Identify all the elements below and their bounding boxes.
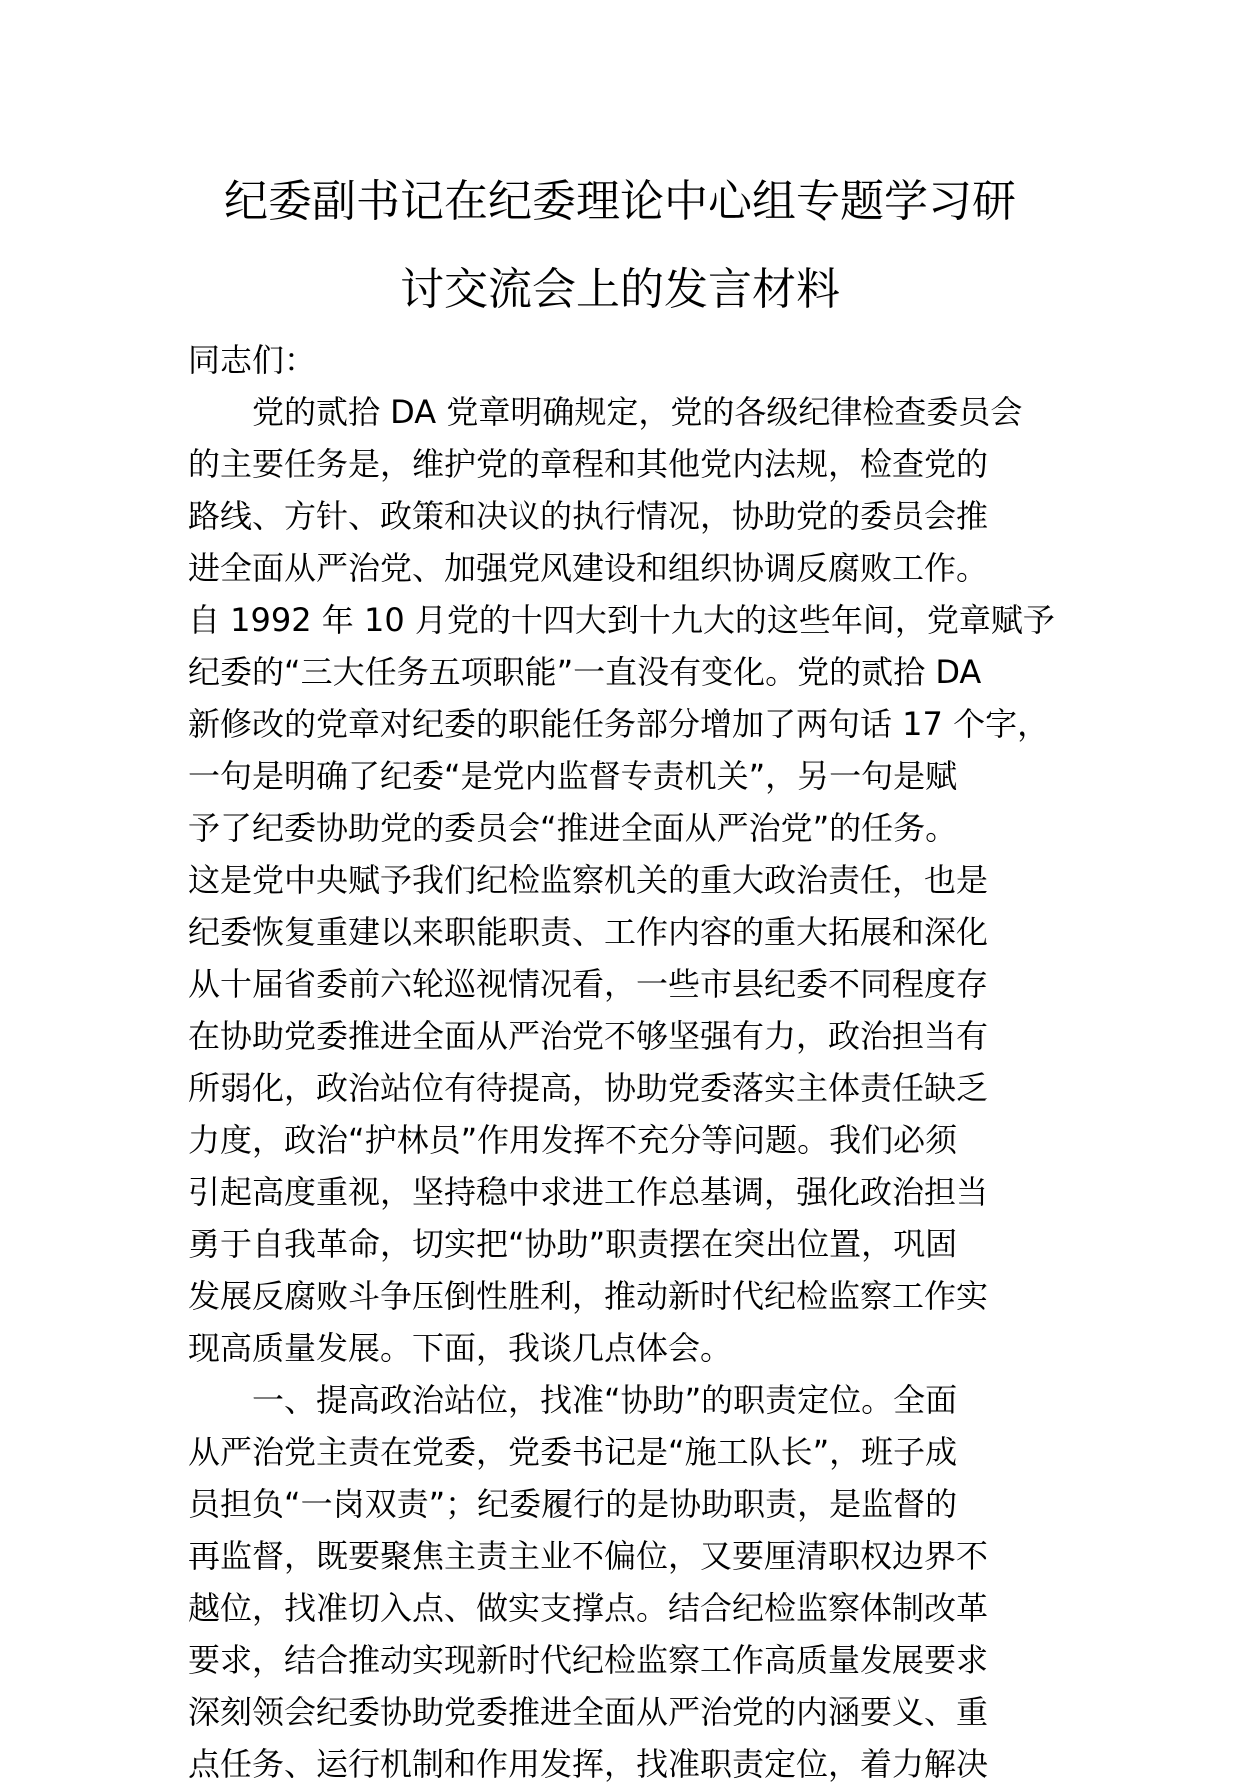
paragraph-line: 新修改的党章对纪委的职能任务部分增加了两句话 17 个字，	[188, 705, 1050, 743]
paragraph-line: 从严治党主责在党委，党委书记是“施工队长”，班子成	[188, 1433, 958, 1471]
paragraph-line: 点任务、运行机制和作用发挥，找准职责定位，着力解决	[188, 1745, 989, 1783]
paragraph-line: 引起高度重视，坚持稳中求进工作总基调，强化政治担当	[188, 1173, 989, 1211]
paragraph-line: 再监督，既要聚焦主责主业不偏位，又要厘清职权边界不	[188, 1537, 989, 1575]
paragraph-line: 自 1992 年 10 月党的十四大到十九大的这些年间，党章赋予	[188, 601, 1055, 639]
paragraph-line: 进全面从严治党、加强党风建设和组织协调反腐败工作。	[188, 549, 989, 587]
paragraph-line: 一句是明确了纪委“是党内监督专责机关”，另一句是赋	[188, 757, 958, 795]
document-title-line-1: 纪委副书记在纪委理论中心组专题学习研	[224, 176, 1016, 227]
paragraph-line: 党的贰拾 DA 党章明确规定，党的各级纪律检查委员会	[252, 393, 1023, 431]
paragraph-line: 的主要任务是，维护党的章程和其他党内法规，检查党的	[188, 445, 989, 483]
section-heading-line: 一、提高政治站位，找准“协助”的职责定位。全面	[252, 1381, 958, 1419]
paragraph-line: 予了纪委协助党的委员会“推进全面从严治党”的任务。	[188, 809, 958, 847]
paragraph-line: 现高质量发展。下面，我谈几点体会。	[188, 1329, 733, 1367]
paragraph-line: 从十届省委前六轮巡视情况看，一些市县纪委不同程度存	[188, 965, 989, 1003]
paragraph-line: 深刻领会纪委协助党委推进全面从严治党的内涵要义、重	[188, 1693, 989, 1731]
paragraph-line: 勇于自我革命，切实把“协助”职责摆在突出位置，巩固	[188, 1225, 958, 1263]
paragraph-line: 要求，结合推动实现新时代纪检监察工作高质量发展要求	[188, 1641, 989, 1679]
paragraph-line: 发展反腐败斗争压倒性胜利，推动新时代纪检监察工作实	[188, 1277, 989, 1315]
paragraph-line: 路线、方针、政策和决议的执行情况，协助党的委员会推	[188, 497, 989, 535]
salutation: 同志们：	[188, 341, 317, 379]
paragraph-line: 纪委恢复重建以来职能职责、工作内容的重大拓展和深化	[188, 913, 989, 951]
paragraph-line: 所弱化，政治站位有待提高，协助党委落实主体责任缺乏	[188, 1069, 989, 1107]
document-title-line-2: 讨交流会上的发言材料	[400, 264, 840, 315]
paragraph-line: 员担负“一岗双责”；纪委履行的是协助职责，是监督的	[188, 1485, 958, 1523]
paragraph-line: 纪委的“三大任务五项职能”一直没有变化。党的贰拾 DA	[188, 653, 982, 691]
paragraph-line: 力度，政治“护林员”作用发挥不充分等问题。我们必须	[188, 1121, 958, 1159]
paragraph-line: 越位，找准切入点、做实支撑点。结合纪检监察体制改革	[188, 1589, 989, 1627]
paragraph-line: 在协助党委推进全面从严治党不够坚强有力，政治担当有	[188, 1017, 989, 1055]
paragraph-line: 这是党中央赋予我们纪检监察机关的重大政治责任，也是	[188, 861, 989, 899]
